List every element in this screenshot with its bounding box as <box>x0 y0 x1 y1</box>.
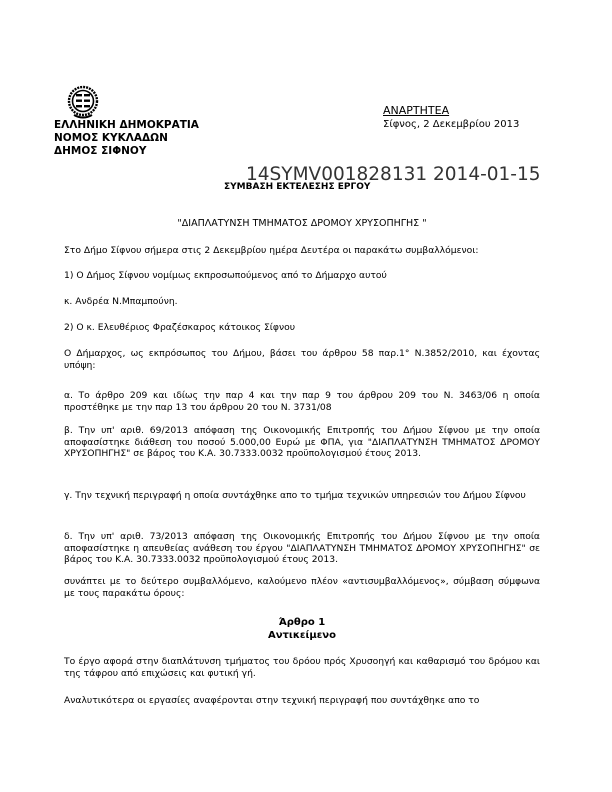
item-d-paragraph: δ. Την υπ' αριθ. 73/2013 απόφαση της Οικονομικής Επιτροπής του Δήμου Σίφνου με την οποία αποφασίστηκε η απευθείας ανάθεση του έργου "ΔΙΑΠΛΑΤΥΝΣΗ ΤΜΗΜΑΤΟΣ ΔΡΟΜΟΥ ΧΡΥΣΟΠΗΓΗΣ" σε βάρος του Κ.Α. 30.7333.0032 προϋπολογισμού έτους 2013. <box>64 531 540 566</box>
posting-label: ΑΝΑΡΤΗΤΕΑ <box>383 104 450 117</box>
details-paragraph: Αναλυτικότερα οι εργασίες αναφέρονται στην τεχνική περιγραφή που συντάχθηκε απο το <box>64 695 480 706</box>
header-republic: ΕΛΛΗΝΙΚΗ ΔΗΜΟΚΡΑΤΙΑ <box>54 119 199 131</box>
article1-subheading: Αντικείμενο <box>267 630 336 641</box>
greek-coat-of-arms-emblem <box>66 84 100 120</box>
concludes-paragraph: συνάπτει με το δεύτερο συμβαλλόμενο, καλούμενο πλέον «αντισυμβαλλόμενος», σύμβαση σύμφωνα με τους παρακάτω όρους: <box>64 576 540 599</box>
party1-paragraph: 1) Ο Δήμος Σίφνου νομίμως εκπροσωπούμενος από το Δήμαρχο αυτού <box>64 270 387 281</box>
item-c-paragraph: γ. Την τεχνική περιγραφή η οποία συντάχθηκε απο το τμήμα τεχνικών υπηρεσιών του Δήμου Σίφνου <box>64 490 526 501</box>
article1-heading: Άρθρο 1 <box>278 617 326 628</box>
mayor-paragraph: Ο Δήμαρχος, ως εκπρόσωπος του Δήμου, βάσει του άρθρου 58 παρ.1° Ν.3852/2010, και έχοντας υπόψη: <box>64 348 540 371</box>
party1-name: κ. Ανδρέα Ν.Μπαμπούνη. <box>64 296 178 307</box>
item-b-paragraph: β. Την υπ' αριθ. 69/2013 απόφαση της Οικονομικής Επιτροπής του Δήμου Σίφνου με την οποία αποφασίστηκε διάθεση του ποσού 5.000,00 Ευρώ με ΦΠΑ, για "ΔΙΑΠΛΑΤΥΝΣΗ ΤΜΗΜΑΤΟΣ ΔΡΟΜΟΥ ΧΡΥΣΟΠΗΓΗΣ" σε βάρος του Κ.Α. 30.7333.0032 προϋπολογισμού έτους 2013. <box>64 425 540 460</box>
header-municipality: ΔΗΜΟΣ ΣΙΦΝΟΥ <box>54 145 147 157</box>
place-date: Σίφνος, 2 Δεκεμβρίου 2013 <box>383 119 520 130</box>
document-title: ΣΥΜΒΑΣΗ ΕΚΤΕΛΕΣΗΣ ΕΡΓΟΥ <box>224 182 371 192</box>
intro-paragraph: Στο Δήμο Σίφνου σήμερα στις 2 Δεκεμβρίου ημέρα Δευτέρα οι παρακάτω συμβαλλόμενοι: <box>64 245 479 256</box>
article1-body: Το έργο αφορά στην διαπλάτυνση τμήματος του δρόου πρός Χρυσοηγή και καθαρισμό του δρόμου και της τάφρου από επιχώσεις και φυτική γή. <box>64 656 540 679</box>
registry-stamp: 14SYMV001828131 2014-01-15 <box>246 164 541 185</box>
project-title: "ΔΙΑΠΛΑΤΥΝΣΗ ΤΜΗΜΑΤΟΣ ΔΡΟΜΟΥ ΧΡΥΣΟΠΗΓΗΣ " <box>177 218 427 229</box>
header-prefecture: ΝΟΜΟΣ ΚΥΚΛΑΔΩΝ <box>54 132 168 144</box>
party2-paragraph: 2) Ο κ. Ελευθέριος Φραζέσκαρος κάτοικος Σίφνου <box>64 322 296 333</box>
item-a-paragraph: α. Το άρθρο 209 και ιδίως την παρ 4 και την παρ 9 του άρθρου 209 του Ν. 3463/06 η οποία προστέθηκε με την παρ 13 του άρθρου 20 του Ν. 3731/08 <box>64 390 540 413</box>
